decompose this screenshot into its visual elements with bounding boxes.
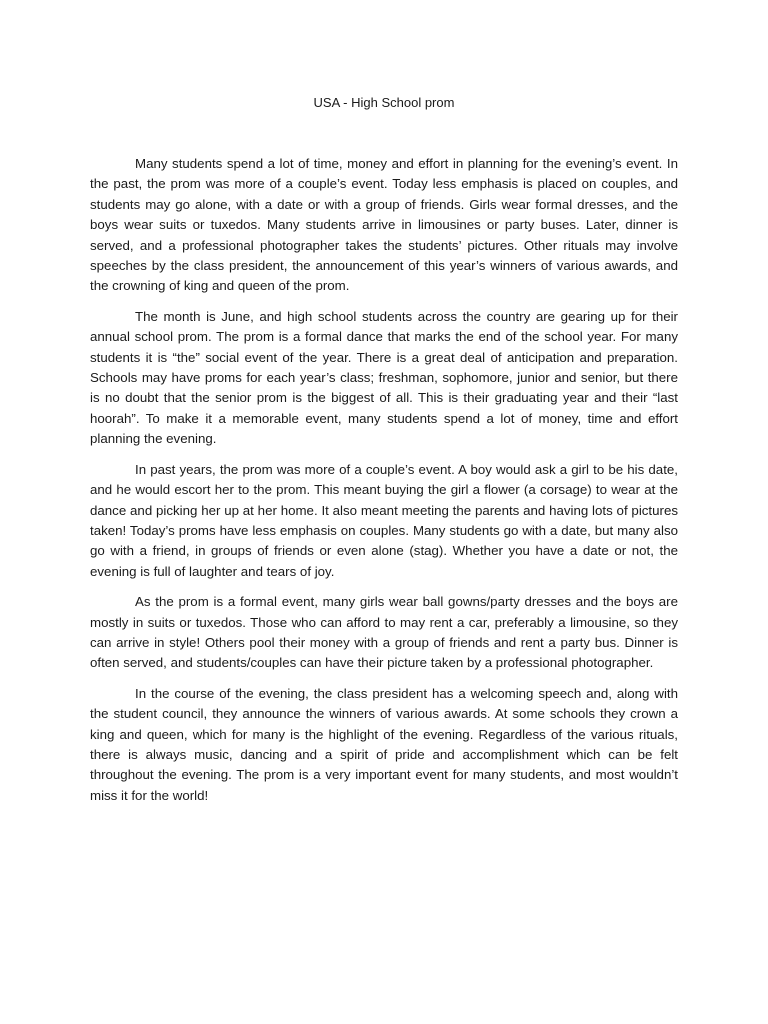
document-body — [90, 154, 678, 816]
paragraph-3: In past years, the prom was more of a couple’s event. A boy would ask a girl to be his date, and he would escort her to the prom. This meant buying the girl a flower (a corsage) to wear at the dance and picking her up at her home. It also meant meeting the parents and having lots of pictures taken! Today’s proms have less emphasis on couples. Many students go with a date, but many also go with a friend, in groups of friends or even alone (stag). Whether you have a date or not, the evening is full of laughter and tears of joy. — [90, 461, 678, 579]
paragraph-4: As the prom is a formal event, many girls wear ball gowns/party dresses and the boys are mostly in suits or tuxedos. Those who can afford to may rent a car, preferably a limousine, so they can arrive in style! Others pool their money with a group of friends and rent a party bus. Dinner is often served, and students/couples can have their picture taken by a professional photographer. — [90, 594, 678, 671]
paragraph-1: Many students spend a lot of time, money and effort in planning for the evening’s event. In the past, the prom was more of a couple’s event. Today less emphasis is placed on couples, and students may go alone, with a date or with a group of friends. Girls wear formal dresses, and the boys wear suits or tuxedos. Many students arrive in limousines or party buses. Later, dinner is served, and a professional photographer takes the students’ pictures. Other rituals may involve speeches by the class president, the announcement of this year’s winners of various awards, and the crowning of king and queen of the prom. — [90, 156, 678, 294]
paragraph-2: The month is June, and high school students across the country are gearing up for their annual school prom. The prom is a formal dance that marks the end of the school year. For many students it is “the” social event of the year. There is a great deal of anticipation and preparation. Schools may have proms for each year’s class; freshman, sophomore, junior and senior, but there is no doubt that the senior prom is the biggest of all. This is their graduating year and their “last hoorah”. To make it a memorable event, many students spend a lot of money, time and effort planning the evening. — [90, 308, 678, 447]
paragraph-5: In the course of the evening, the class president has a welcoming speech and, along with the student council, they announce the winners of various awards. At some schools they crown a king and queen, which for many is the highlight of the evening. Regardless of the various rituals, there is always music, dancing and a spirit of pride and accomplishment which can be felt throughout the evening. The prom is a very important event for many students, and most wouldn’t miss it for the world! — [90, 685, 678, 803]
document-title: USA - High School prom — [313, 95, 455, 110]
